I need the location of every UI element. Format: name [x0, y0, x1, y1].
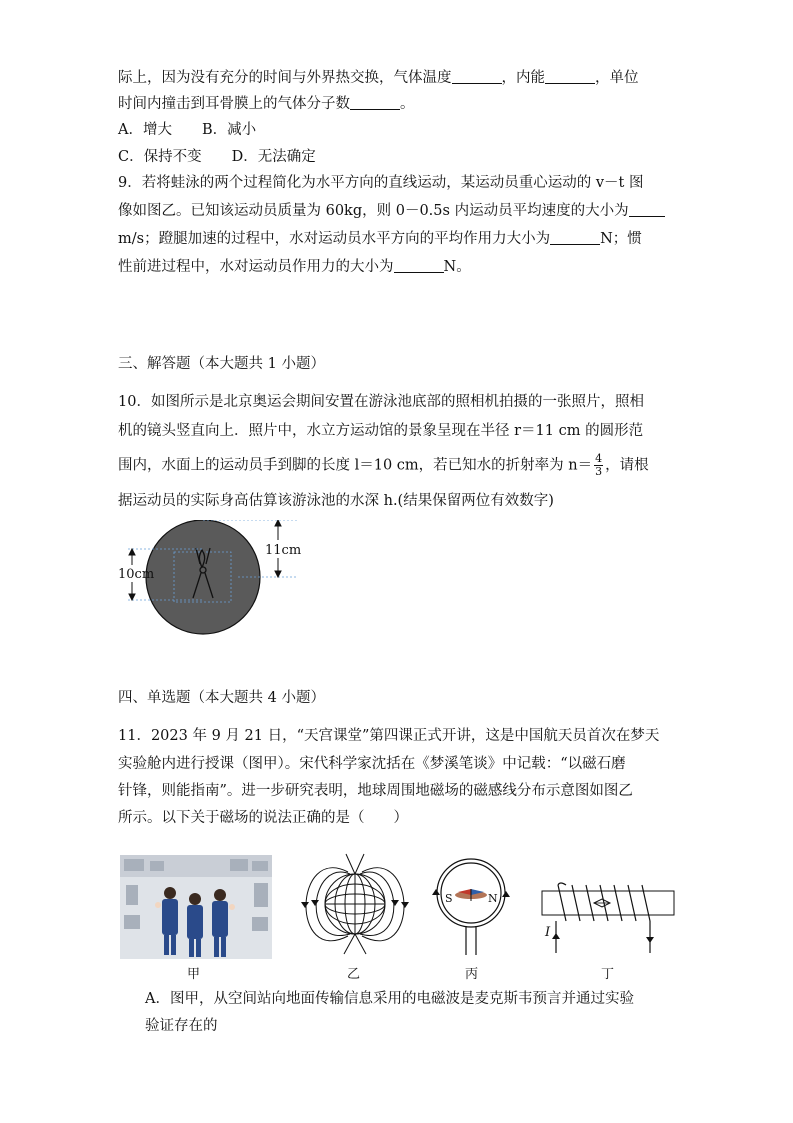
q11-line-3: 针锋，则能指南”。进一步研究表明，地球周围地磁场的磁感线分布示意图如图乙 [118, 783, 633, 799]
q8-text: 时间内撞击到耳骨膜上的气体分子数 [118, 96, 350, 112]
q9-blank-inertia-force[interactable] [394, 258, 444, 273]
q10-line-2: 机的镜头竖直向上．照片中，水立方运动馆的景象呈现在半径 r＝11 cm 的圆形范 [118, 423, 644, 439]
current-label: I [545, 925, 551, 940]
label-11cm: 11cm [265, 543, 302, 558]
q9-text: N；惯 [600, 231, 642, 247]
q8-line-2 [118, 94, 415, 114]
q8-text: ，内能 [501, 70, 545, 86]
compass-n-label: N [488, 892, 498, 905]
section-heading-single-choice: 四、单选题（本大题共 4 小题） [118, 690, 325, 706]
q8-blank-internal-energy[interactable] [545, 69, 595, 84]
q11-line-1: 11．2023 年 9 月 21 日，“天宫课堂”第四课正式开讲，这是中国航天员首次在梦天 [118, 728, 660, 744]
q11-option-a-cont[interactable]: 验证存在的 [145, 1018, 218, 1034]
q9-text: N。 [443, 259, 471, 275]
compass-s-label: S [445, 892, 453, 905]
fraction-denominator: 3 [595, 465, 603, 478]
q9-line-1: 9．若将蛙泳的两个过程简化为水平方向的直线运动，某运动员重心运动的 v－t 图 [118, 175, 644, 191]
astronauts-photo [120, 855, 272, 959]
compass-loop-diagram [428, 855, 514, 959]
q9-line-2 [118, 201, 665, 221]
q8-text: ，单位 [595, 70, 639, 86]
q8-option-b[interactable]: B．减小 [201, 122, 257, 138]
q8-blank-temperature[interactable] [452, 69, 502, 84]
q10-line-3 [118, 453, 649, 478]
q11-line-4: 所示。以下关于磁场的说法正确的是（ ） [118, 810, 408, 826]
q8-line-1 [118, 68, 639, 88]
q8-blank-molecules[interactable] [350, 95, 400, 110]
solenoid-diagram [538, 877, 680, 957]
q9-line-4 [118, 257, 471, 277]
q8-text: 。 [400, 96, 415, 112]
q8-options-row-1 [118, 120, 256, 140]
q9-line-3 [118, 229, 642, 249]
label-10cm: 10cm [118, 567, 155, 582]
q11-option-a[interactable]: A．图甲，从空间站向地面传输信息采用的电磁波是麦克斯韦预言并通过实验 [145, 991, 634, 1007]
q8-options-row-2 [118, 147, 316, 167]
earth-magnetic-field-diagram [300, 848, 410, 960]
q9-text: m/s；蹬腿加速的过程中，水对运动员水平方向的平均作用力大小为 [118, 231, 551, 247]
q9-blank-force[interactable] [550, 230, 600, 245]
caption-ding: 丁 [601, 967, 615, 982]
q9-text: 性前进过程中，水对运动员作用力的大小为 [118, 259, 394, 275]
q10-line-4: 据运动员的实际身高估算该游泳池的水深 h.(结果保留两位有效数字) [118, 493, 554, 509]
q8-option-c[interactable]: C．保持不变 [118, 149, 202, 165]
caption-yi: 乙 [347, 967, 361, 982]
q8-option-d[interactable]: D．无法确定 [231, 149, 316, 165]
caption-jia: 甲 [187, 967, 201, 982]
q10-text: 围内，水面上的运动员手到脚的长度 l＝10 cm，若已知水的折射率为 n＝ [118, 457, 593, 474]
q8-text: 际上，因为没有充分的时间与外界热交换，气体温度 [118, 70, 452, 86]
caption-bing: 丙 [465, 967, 479, 982]
section-heading-solutions: 三、解答题（本大题共 1 小题） [118, 356, 325, 372]
q10-line-1: 10．如图所示是北京奥运会期间安置在游泳池底部的照相机拍摄的一张照片，照相 [118, 394, 644, 410]
q8-option-a[interactable]: A．增大 [118, 122, 172, 138]
q9-text: 像如图乙。已知该运动员质量为 60kg，则 0－0.5s 内运动员平均速度的大小为 [118, 203, 629, 219]
fraction-numerator: 4 [595, 452, 603, 465]
q11-line-2: 实验舱内进行授课（图甲）。宋代科学家沈括在《梦溪笔谈》中记载：“以磁石磨 [118, 756, 626, 772]
q9-blank-average-speed[interactable] [629, 202, 665, 217]
refractive-index-fraction [594, 453, 603, 478]
q10-text: ，请根 [605, 457, 649, 474]
